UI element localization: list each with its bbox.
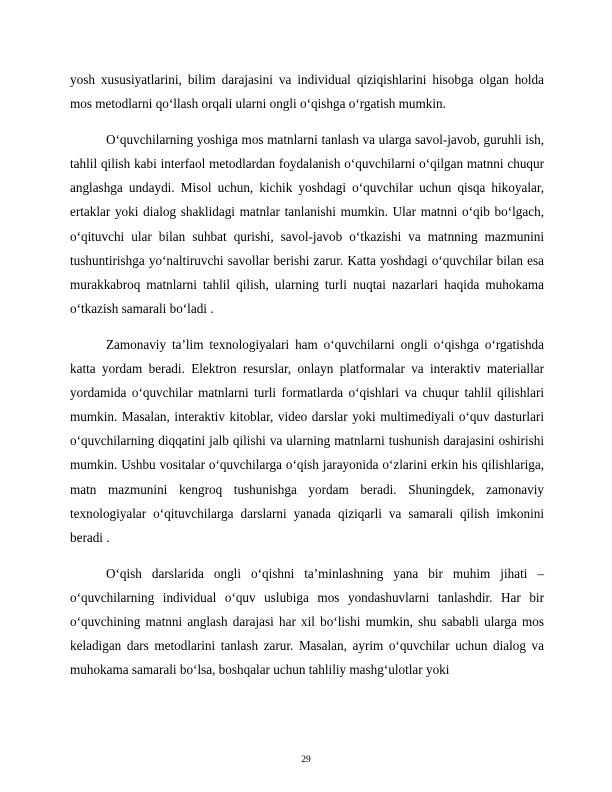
paragraph-continuation: yosh xususiyatlarini, bilim darajasini va individual qiziqishlarini hisobga olgan holda mos metodlarni qo‘llash orqali ularni ongli o‘qishga o‘rgatish mumkin. — [70, 72, 544, 112]
document-body — [70, 68, 544, 694]
page-number: 29 — [301, 755, 311, 765]
paragraph-modern-technologies: Zamonaviy ta’lim texnologiyalari ham o‘quvchilarni ongli o‘qishga o‘rgatishda katta yordam beradi. Elektron resurslar, onlayn platformalar va interaktiv materiallar yordamida o‘quvchilar matnlarni turli formatlarda o‘qishlari va chuqur tahlil qilishlari mumkin. Masalan, interaktiv kitoblar, video darslar yoki multimediyali o‘quv dasturlari o‘quvchilarning diqqatini jalb qilishi va ularning matnlarni tushunish darajasini oshirishi mumkin. Ushbu vositalar o‘quvchilarga o‘qish jarayonida o‘zlarini erkin his qilishlariga, matn mazmunini kengroq tushunishga yordam beradi. Shuningdek, zamonaviy texnologiyalar o‘qituvchilarga darslarni yanada qiziqarli va samarali qilish imkonini beradi . — [70, 336, 544, 545]
paragraph-text-selection: O‘quvchilarning yoshiga mos matnlarni tanlash va ularga savol-javob, guruhli ish, tahlil qilish kabi interfaol metodlardan foydalanish o‘quvchilarni o‘qilgan matnni chuqur anglashga undaydi. Misol uchun, kichik yoshdagi o‘quvchilar uchun qisqa hikoyalar, ertaklar yoki dialog shaklidagi matnlar tanlanishi mumkin. Ular matnni o‘qib bo‘lgach, o‘qituvchi ular bilan suhbat qurishi, savol-javob o‘tkazishi va matnning mazmunini tushuntirishga yo‘naltiruvchi savollar berishi zarur. Katta yoshdagi o‘quvchilar bilan esa murakkabroq matnlarni tahlil qilish, ularning turli nuqtai nazarlari haqida muhokama o‘tkazish samarali bo‘ladi . — [70, 132, 544, 316]
paragraph-individual-approach: O‘qish darslarida ongli o‘qishni ta’minlashning yana bir muhim jihati – o‘quvchilarning individual o‘quv uslubiga mos yondashuvlarni tanlashdir. Har bir o‘quvchining matnni anglash darajasi har xil bo‘lishi mumkin, shu sababli ularga mos keladigan dars metodlarini tanlash zarur. Masalan, ayrim o‘quvchilar uchun dialog va muhokama samarali bo‘lsa, boshqalar uchun tahliliy mashg‘ulotlar yoki — [70, 565, 544, 678]
